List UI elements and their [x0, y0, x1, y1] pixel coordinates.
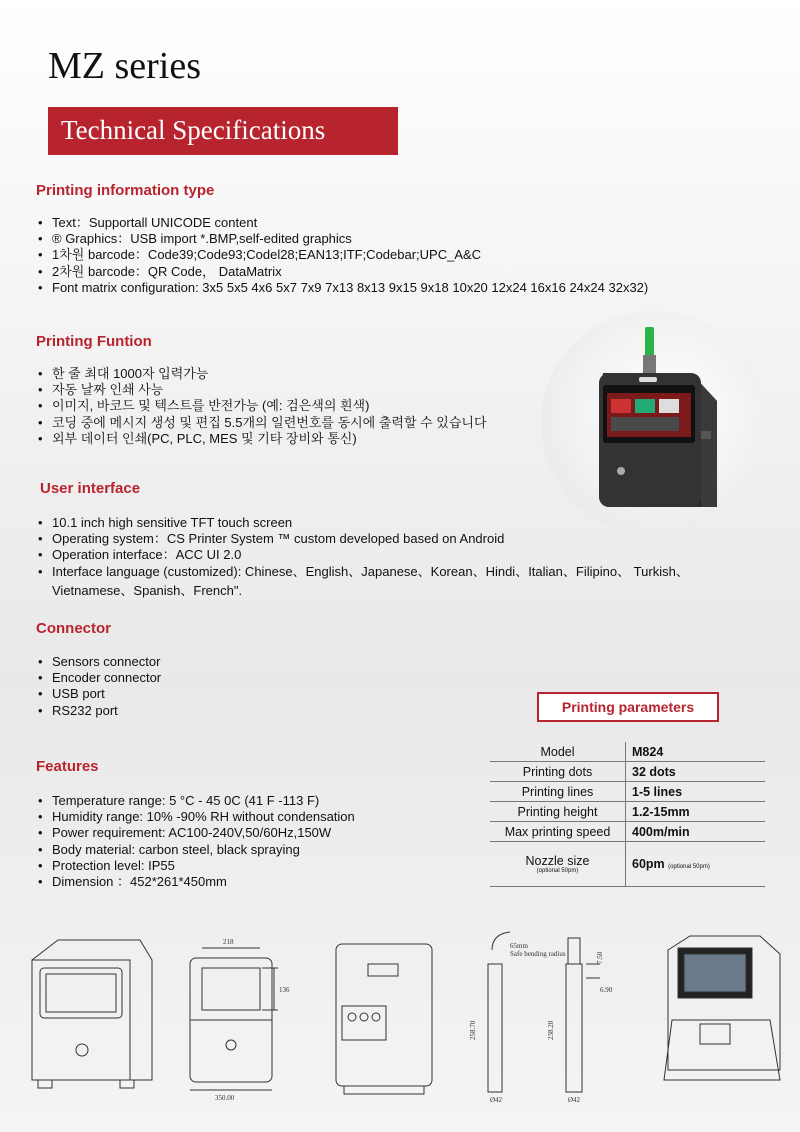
list-item: • Power requirement: AC100-240V,50/60Hz,150W — [36, 825, 355, 841]
technical-drawings — [0, 920, 800, 1110]
list-item: • 자동 날짜 인쇄 사능 — [36, 382, 487, 398]
table-row — [490, 842, 765, 887]
list-printing-function — [36, 366, 487, 447]
param-value: 400m/min — [626, 822, 766, 842]
list-item: • 코딩 중에 메시지 생성 및 편집 5.5개의 일련번호를 동시에 출력할 수 있습니다 — [36, 415, 487, 431]
dim-nozzle-length-b: 238.20 — [547, 1020, 555, 1040]
list-item: • ® Graphics：USB import *.BMP,self-edited graphics — [36, 231, 648, 247]
table-row — [490, 762, 765, 782]
list-item: • 외부 데이터 인쇄(PC, PLC, MES 및 기타 장비와 통신) — [36, 431, 487, 447]
params-title: Printing parameters — [537, 692, 719, 722]
table-row — [490, 742, 765, 762]
param-key: Printing height — [490, 802, 626, 822]
list-item: • Protection level: IP55 — [36, 858, 355, 874]
nozzle-key-sub: (optional 50pm) — [536, 868, 579, 874]
list-item: • Temperature range: 5 °C - 45 0C (41 F -113 F) — [36, 793, 355, 809]
param-value: 1-5 lines — [626, 782, 766, 802]
list-item: • 이미지, 바코드 및 텍스트를 반전가능 (예: 검은색의 흰색) — [36, 398, 487, 414]
list-user-interface — [36, 515, 796, 580]
param-value: 32 dots — [626, 762, 766, 782]
list-item: • Font matrix configuration: 3x5 5x5 4x6 5x7 7x9 7x13 8x13 9x15 9x18 10x20 12x24 16x16 24x24 32x32) — [36, 280, 648, 296]
heading-user-interface: User interface — [40, 480, 141, 497]
heading-printing-info: Printing information type — [36, 182, 215, 199]
drawing-front — [190, 948, 278, 1090]
list-connector — [36, 654, 161, 719]
list-printing-info — [36, 215, 648, 296]
dim-front-width: 218 — [223, 938, 234, 946]
table-row — [490, 802, 765, 822]
list-item: • RS232 port — [36, 703, 161, 719]
list-item: • Operation interface：ACC UI 2.0 — [36, 547, 796, 563]
list-item-continuation: Vietnamese、Spanish、French". — [52, 583, 243, 598]
dim-bending-size: 65mm — [510, 942, 528, 950]
param-value — [626, 842, 766, 887]
dim-front-height: 136 — [279, 986, 290, 994]
list-item: • Encoder connector — [36, 670, 161, 686]
list-item: • Interface language (customized): Chinese、English、Japanese、Korean、Hindi、Italian、Filipino、 Turkish、 — [36, 564, 796, 580]
dim-base-width: 350.00 — [215, 1094, 235, 1102]
heading-printing-function: Printing Funtion — [36, 333, 152, 350]
dim-tip-b: 6.90 — [600, 986, 613, 994]
param-key — [490, 842, 626, 887]
list-item: • Text：Supportall UNICODE content — [36, 215, 648, 231]
heading-features: Features — [36, 758, 99, 775]
dim-bending-radius: Safe bending radius — [510, 950, 566, 958]
nozzle-value: 60pm — [632, 857, 665, 871]
dim-tip-a: 7.50 — [596, 951, 604, 964]
param-key: Max printing speed — [490, 822, 626, 842]
list-item: • 10.1 inch high sensitive TFT touch screen — [36, 515, 796, 531]
list-item: • 1차원 barcode：Code39;Code93;Codel28;EAN13;ITF;Codebar;UPC_A&C — [36, 247, 648, 263]
drawing-iso-left — [32, 940, 152, 1088]
list-item: • Body material: carbon steel, black spraying — [36, 842, 355, 858]
dim-nozzle-dia-a: Ø42 — [490, 1096, 503, 1104]
param-key: Printing dots — [490, 762, 626, 782]
list-item: • Operating system：CS Printer System ™ custom developed based on Android — [36, 531, 796, 547]
printer-photo — [541, 311, 765, 535]
list-item: • Dimension ：452*261*450mm — [36, 874, 355, 890]
printer-photo-icon — [541, 311, 765, 535]
param-key: Printing lines — [490, 782, 626, 802]
dim-nozzle-length-a: 258.70 — [469, 1020, 477, 1040]
heading-connector: Connector — [36, 620, 111, 637]
table-row — [490, 822, 765, 842]
nozzle-value-sub: (optional 50pm) — [668, 864, 710, 870]
nozzle-key: Nozzle size — [525, 854, 590, 868]
table-row — [490, 782, 765, 802]
list-item: • Sensors connector — [36, 654, 161, 670]
param-value: M824 — [626, 742, 766, 762]
list-features — [36, 793, 355, 890]
list-item: • 한 줄 최대 1000자 입력가능 — [36, 366, 487, 382]
params-table — [490, 742, 765, 887]
param-value: 1.2-15mm — [626, 802, 766, 822]
list-item: • 2차원 barcode：QR Code， DataMatrix — [36, 264, 648, 280]
series-title: MZ series — [48, 45, 202, 87]
spec-banner: Technical Specifications — [48, 107, 398, 155]
list-item: • USB port — [36, 686, 161, 702]
list-item: • Humidity range: 10% -90% RH without condensation — [36, 809, 355, 825]
drawing-back — [336, 944, 432, 1094]
drawing-iso-open — [664, 936, 780, 1080]
param-key: Model — [490, 742, 626, 762]
dim-nozzle-dia-b: Ø42 — [568, 1096, 581, 1104]
